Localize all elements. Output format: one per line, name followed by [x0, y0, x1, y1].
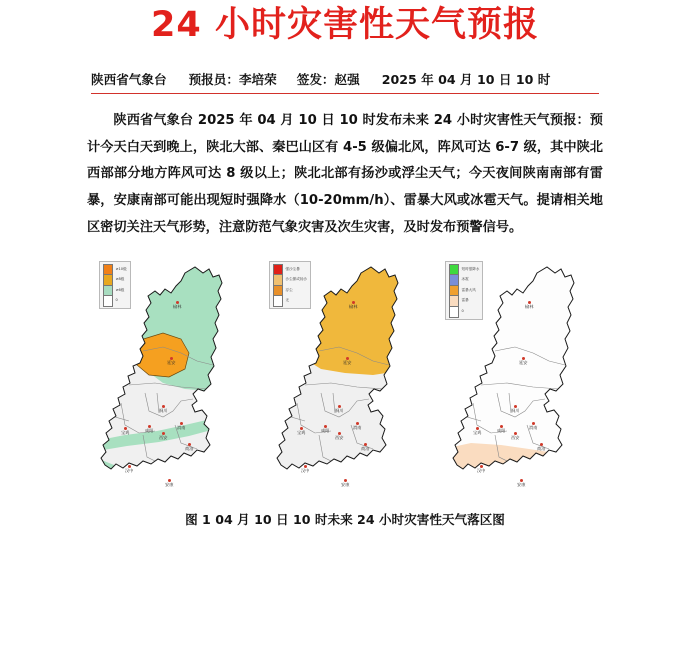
forecaster-label: 预报员：李培荣: [188, 72, 277, 87]
city-label: 咸阳: [497, 427, 506, 433]
figure-block: [0, 253, 690, 528]
issuer-label: 签发：赵强: [296, 72, 360, 87]
meta-row: [91, 69, 599, 88]
legend-swatch: [103, 295, 113, 307]
city-label: 铜川: [159, 407, 168, 413]
legend-item: [103, 296, 127, 307]
issue-datetime: 2025 年 04 月 10 日 10 时: [381, 72, 551, 87]
city-label: 铜川: [511, 407, 520, 413]
city-label: 汉中: [477, 467, 486, 473]
legend-label: ≥8级: [115, 277, 125, 282]
legend-label: 无: [285, 298, 290, 303]
city-label: 商洛: [537, 445, 546, 451]
maps-row: [0, 253, 690, 503]
forecast-paragraph: 陕西省气象台 2025 年 04 月 10 日 10 时发布未来 24 小时灾害性天气预报：预计今天白天到晚上，陕北大部、秦巴山区有 4-5 级偏北风，阵风可达 6-7 级，其中陕北西部部分地方阵风可达 8 级以上；陕北北部有扬沙或浮尘天气；今天夜间陕南南部有雷暴，安康南部可能出现短时强降水（10-20mm/h）、雷暴大风或冰雹天气。提请相关地区密切关注天气形势，注意防范气象灾害及次生灾害，及时发布预警信号。: [87, 113, 603, 235]
legend-item: [449, 306, 479, 317]
legend-swatch: [449, 306, 459, 318]
map-panel-sand-dust: [261, 253, 429, 503]
legend-label: 0: [461, 308, 464, 313]
city-label: 延安: [519, 359, 528, 365]
city-label: 西安: [159, 434, 168, 440]
city-label: 安康: [341, 481, 350, 487]
map-panel-precip: [437, 253, 605, 503]
city-label: 西安: [511, 434, 520, 440]
header-meta: [91, 69, 599, 94]
city-label: 宝鸡: [473, 429, 482, 435]
figure-caption: 图 1 04 月 10 日 10 时未来 24 小时灾害性天气落区图: [185, 512, 505, 528]
city-label: 商洛: [185, 445, 194, 451]
city-label: 延安: [167, 359, 176, 365]
city-label: 渭南: [177, 424, 186, 430]
sand-dust-map-legend: [269, 261, 311, 309]
city-label: 咸阳: [321, 427, 330, 433]
legend-item: [273, 296, 307, 307]
city-label: 汉中: [125, 467, 134, 473]
legend-label: 雷暴: [461, 298, 469, 303]
precip-map-legend: [445, 261, 483, 320]
legend-label: ≥10级: [115, 266, 127, 271]
legend-swatch: [273, 295, 283, 307]
forecast-body: [87, 108, 603, 241]
map-panel-wind: [85, 253, 253, 503]
page-title: 24 小时灾害性天气预报: [151, 5, 539, 45]
legend-label: 浮尘: [285, 287, 293, 292]
city-label: 商洛: [361, 445, 370, 451]
city-label: 铜川: [335, 407, 344, 413]
city-label: 榆林: [349, 303, 358, 309]
legend-label: ≥6级: [115, 287, 125, 292]
city-label: 宝鸡: [297, 429, 306, 435]
wind-map-legend: [99, 261, 131, 309]
city-label: 安康: [517, 481, 526, 487]
city-label: 西安: [335, 434, 344, 440]
city-label: 榆林: [525, 303, 534, 309]
legend-label: 冰雹: [461, 277, 469, 282]
legend-label: 沙尘暴或扬沙: [285, 277, 308, 282]
legend-label: 强沙尘暴: [285, 266, 300, 271]
city-label: 榆林: [173, 303, 182, 309]
city-label: 渭南: [353, 424, 362, 430]
city-label: 汉中: [301, 467, 310, 473]
city-label: 延安: [343, 359, 352, 365]
city-label: 咸阳: [145, 427, 154, 433]
legend-label: 短时强降水: [461, 266, 480, 271]
city-label: 安康: [165, 481, 174, 487]
city-label: 宝鸡: [121, 429, 130, 435]
legend-label: 0: [115, 298, 118, 303]
issuing-office: 陕西省气象台: [91, 72, 167, 87]
legend-label: 雷暴大风: [461, 287, 476, 292]
city-label: 渭南: [529, 424, 538, 430]
